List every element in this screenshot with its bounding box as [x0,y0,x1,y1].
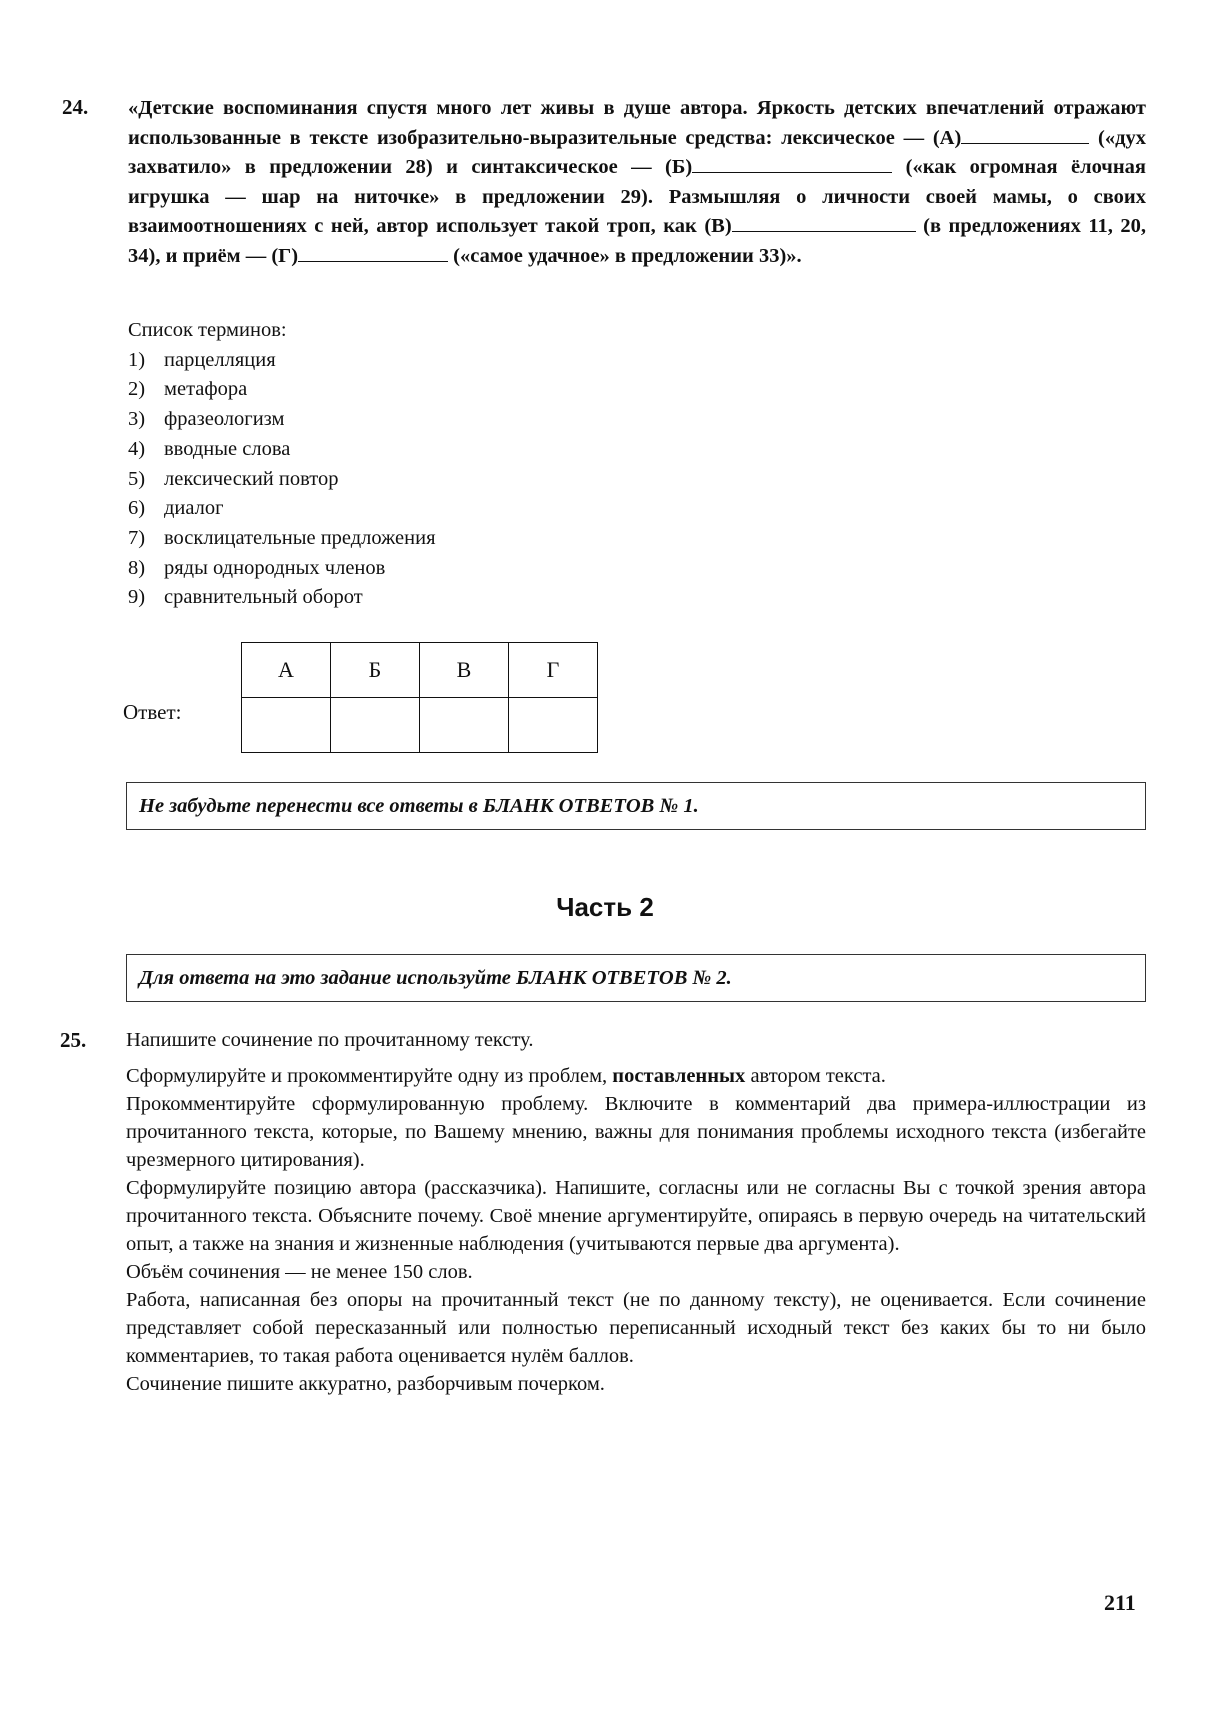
term-text: фразеологизм [164,408,285,431]
term-number: 1) [128,348,146,371]
term-text: вводные слова [164,437,291,460]
blank-a[interactable] [961,125,1089,144]
task-25-p3: Прокомментируйте сформулированную проблему. Включите в комментарий два примера-иллюстрации из прочитанного текста, которые, по Вашему мнению, важны для понимания проблемы исходного текста (избегайте чрезмерного цитирования). [126,1093,1146,1171]
term-item [128,375,436,405]
answer-header-b: Б [331,643,420,698]
task-24-seg4: (в предложениях 11, 20, 34), и приём — (Г) [128,215,1146,267]
task-24-text [128,94,1146,271]
term-number: 4) [128,437,146,460]
term-number: 5) [128,467,146,490]
answer-cell-b[interactable] [331,698,420,753]
term-item [128,405,436,435]
answer-header-g: Г [509,643,598,698]
term-text: сравнительный оборот [164,586,363,609]
term-number: 7) [128,526,146,549]
answer-header-v: В [420,643,509,698]
task-25-p4: Сформулируйте позицию автора (рассказчика). Напишите, согласны или не согласны Вы с точкой зрения автора прочитанного текста. Объясните почему. Своё мнение аргументируйте, опираясь в первую очередь на читательский опыт, а также на знания и жизненные наблюдения (учитываются первые два аргумента). [126,1177,1146,1255]
task-25-p2-c: автором текста. [745,1065,886,1087]
term-item [128,524,436,554]
task-25-p2 [126,1062,1146,1090]
term-item [128,554,436,584]
term-item [128,346,436,376]
term-text: ряды однородных членов [164,556,386,579]
task-24-seg2: («дух захватило» в предложении 28) и синтаксическое — (Б) [128,126,1146,178]
term-number: 8) [128,556,146,579]
task-24-number: 24. [62,95,89,119]
term-item [128,465,436,495]
notice-answer-sheet-2 [126,954,1146,1002]
terms-list [128,316,436,613]
blank-b[interactable] [692,154,892,173]
task-24-seg1: «Детские воспоминания спустя много лет живы в душе автора. Яркость детских впечатлений отражают использованные в тексте изобразительно-выразительные средства: лексическое — (А) [128,97,1146,149]
answer-cell-a[interactable] [242,698,331,753]
task-25-p5: Объём сочинения — не менее 150 слов. [126,1261,473,1283]
term-item [128,583,436,613]
answer-cell-v[interactable] [420,698,509,753]
term-text: метафора [164,378,248,401]
task-25-p2-a: Сформулируйте и прокомментируйте одну из проблем, [126,1065,613,1087]
answer-header-a: А [242,643,331,698]
answer-table [241,642,598,753]
answer-label: Ответ: [123,700,182,724]
page-number: 211 [1104,1590,1136,1615]
term-text: диалог [164,497,224,520]
term-text: лексический повтор [164,467,339,490]
term-number: 3) [128,408,146,431]
term-number: 9) [128,586,146,609]
term-text: парцелляция [164,348,276,371]
notice-1-text: Не забудьте перенести все ответы в БЛАНК ОТВЕТОВ № 1. [139,794,699,817]
blank-g[interactable] [298,243,448,262]
term-number: 2) [128,378,146,401]
terms-heading: Список терминов: [128,319,287,341]
task-25-p2-bold: поставленных [612,1065,746,1087]
notice-2-text: Для ответа на это задание используйте БЛАНК ОТВЕТОВ № 2. [139,966,732,989]
term-item [128,435,436,465]
term-item [128,494,436,524]
task-25-p6: Работа, написанная без опоры на прочитанный текст (не по данному тексту), не оценивается. Если сочинение представляет собой пересказанный или полностью переписанный исходный текст без каких бы то ни было комментариев, то такая работа оценивается нулём баллов. [126,1289,1146,1367]
task-25-number: 25. [60,1028,87,1052]
task-24-seg3: («как огромная ёлочная игрушка — шар на ниточке» в предложении 29). Размышляя о личности своей мамы, о своих взаимоотношениях с ней, автор использует такой троп, как (В) [128,156,1147,237]
task-24-seg5: («самое удачное» в предложении 33)». [448,244,802,267]
blank-v[interactable] [732,213,916,232]
term-number: 6) [128,497,146,520]
term-text: восклицательные предложения [164,526,436,549]
task-25-text [126,1026,1146,1398]
part-2-title: Часть 2 [556,892,654,922]
task-25-p1: Напишите сочинение по прочитанному тексту. [126,1029,534,1051]
answer-cell-g[interactable] [509,698,598,753]
notice-answer-sheet-1 [126,782,1146,830]
task-25-p7: Сочинение пишите аккуратно, разборчивым почерком. [126,1373,605,1395]
